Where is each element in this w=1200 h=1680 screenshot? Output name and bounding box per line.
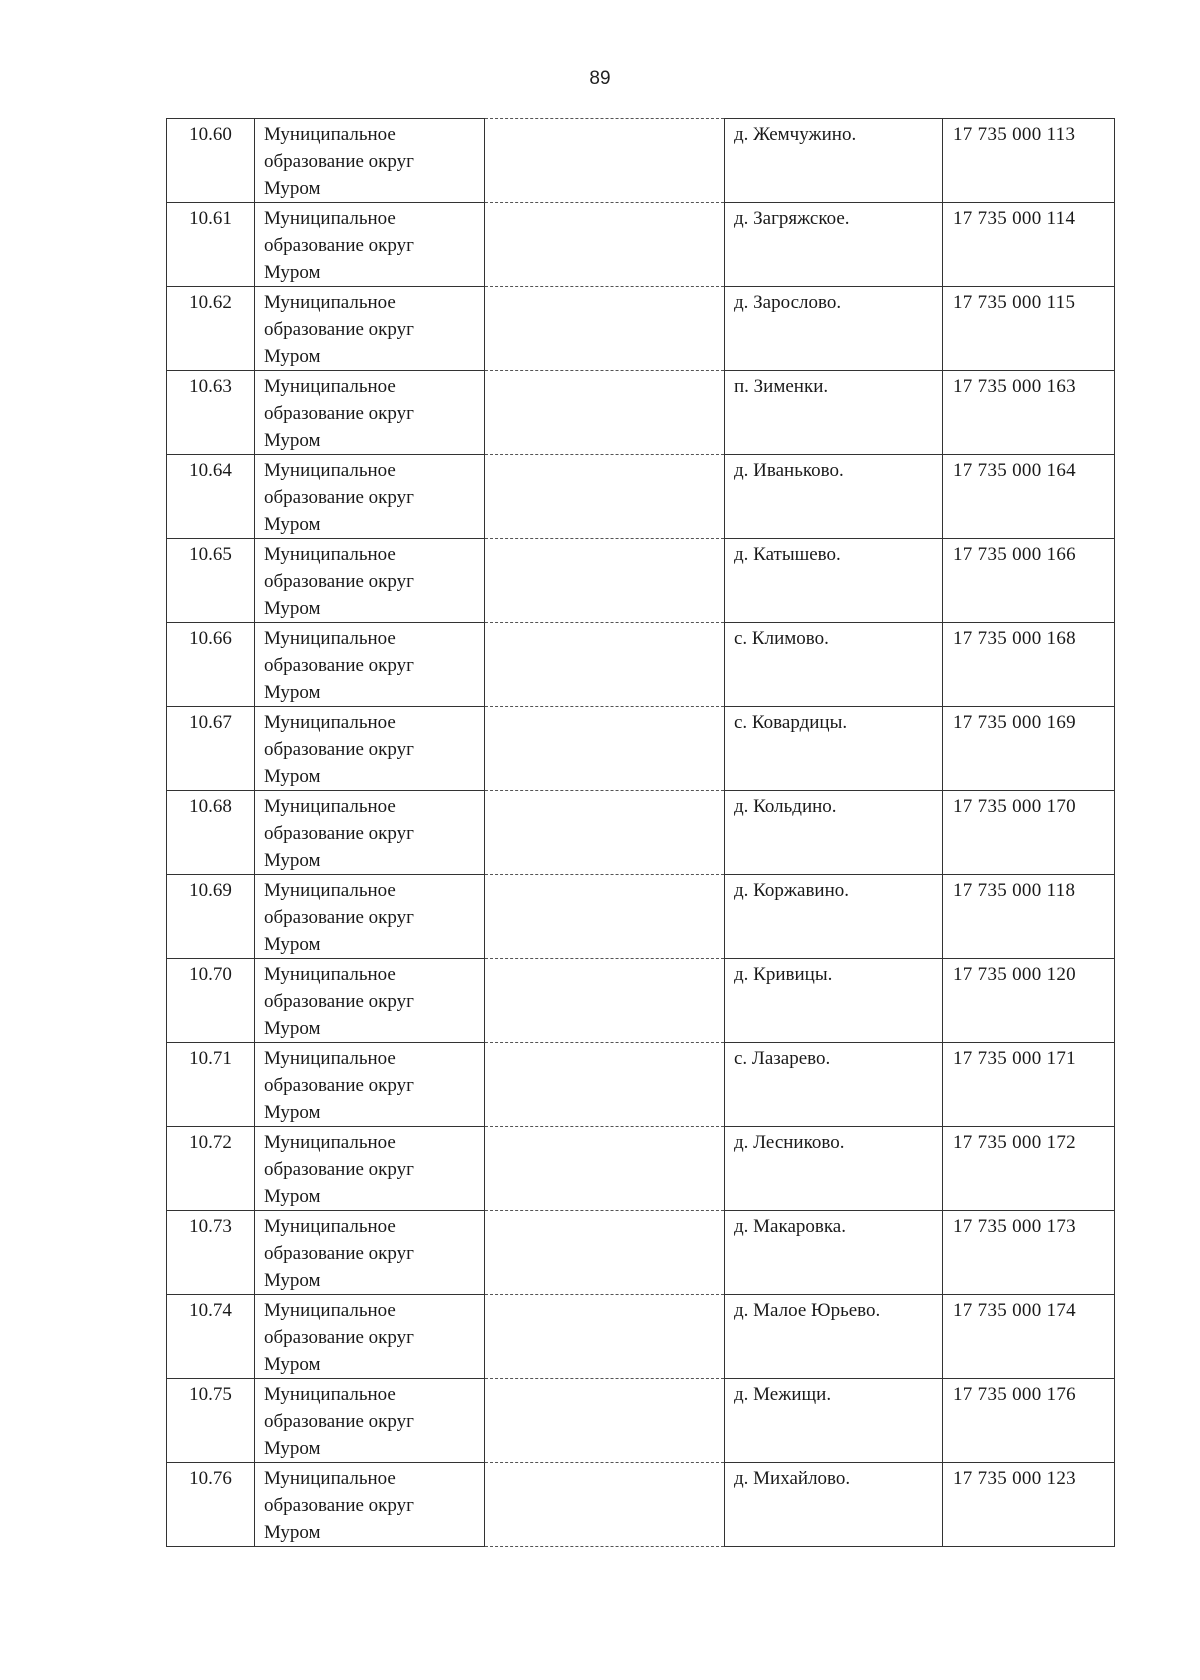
municipality-cell xyxy=(255,623,485,707)
oktmo-code-cell: 17 735 000 115 xyxy=(943,287,1115,371)
empty-cell xyxy=(485,539,725,623)
empty-cell xyxy=(485,287,725,371)
municipality-line-1: Муниципальное xyxy=(264,376,396,397)
municipality-line-2: образование округ xyxy=(264,823,414,844)
table-row xyxy=(167,1463,1115,1547)
municipality-line-1: Муниципальное xyxy=(264,796,396,817)
row-number-cell: 10.71 xyxy=(167,1043,255,1127)
row-number-cell: 10.75 xyxy=(167,1379,255,1463)
municipality-cell xyxy=(255,203,485,287)
municipality-line-2: образование округ xyxy=(264,1327,414,1348)
table-row xyxy=(167,371,1115,455)
settlement-name-cell: д. Кривицы. xyxy=(725,959,943,1043)
municipality-line-3: Муром xyxy=(264,430,321,451)
row-number-cell: 10.63 xyxy=(167,371,255,455)
oktmo-code-cell: 17 735 000 164 xyxy=(943,455,1115,539)
oktmo-code-cell: 17 735 000 123 xyxy=(943,1463,1115,1547)
municipality-line-1: Муниципальное xyxy=(264,1300,396,1321)
oktmo-code-cell: 17 735 000 118 xyxy=(943,875,1115,959)
municipality-line-1: Муниципальное xyxy=(264,1468,396,1489)
settlement-name-cell: д. Коржавино. xyxy=(725,875,943,959)
municipality-line-3: Муром xyxy=(264,1354,321,1375)
municipality-line-1: Муниципальное xyxy=(264,1384,396,1405)
empty-cell xyxy=(485,875,725,959)
municipality-line-3: Муром xyxy=(264,346,321,367)
settlement-name-cell: п. Зименки. xyxy=(725,371,943,455)
empty-cell xyxy=(485,791,725,875)
municipality-cell xyxy=(255,1043,485,1127)
settlement-name-cell: с. Климово. xyxy=(725,623,943,707)
municipality-line-3: Муром xyxy=(264,514,321,535)
oktmo-code-cell: 17 735 000 169 xyxy=(943,707,1115,791)
table-row xyxy=(167,791,1115,875)
municipality-line-3: Муром xyxy=(264,1270,321,1291)
municipality-cell xyxy=(255,119,485,203)
municipality-line-3: Муром xyxy=(264,682,321,703)
empty-cell xyxy=(485,1211,725,1295)
oktmo-code-cell: 17 735 000 113 xyxy=(943,119,1115,203)
empty-cell xyxy=(485,623,725,707)
empty-cell xyxy=(485,455,725,539)
municipality-line-3: Муром xyxy=(264,262,321,283)
municipality-line-2: образование округ xyxy=(264,571,414,592)
row-number-cell: 10.66 xyxy=(167,623,255,707)
row-number-cell: 10.64 xyxy=(167,455,255,539)
municipality-line-1: Муниципальное xyxy=(264,712,396,733)
municipality-line-1: Муниципальное xyxy=(264,124,396,145)
municipality-line-3: Муром xyxy=(264,766,321,787)
empty-cell xyxy=(485,959,725,1043)
municipality-line-1: Муниципальное xyxy=(264,1048,396,1069)
municipality-line-3: Муром xyxy=(264,1186,321,1207)
municipality-line-3: Муром xyxy=(264,1102,321,1123)
oktmo-code-cell: 17 735 000 163 xyxy=(943,371,1115,455)
settlement-name-cell: д. Михайлово. xyxy=(725,1463,943,1547)
municipality-line-2: образование округ xyxy=(264,1411,414,1432)
municipality-cell xyxy=(255,455,485,539)
row-number-cell: 10.69 xyxy=(167,875,255,959)
municipality-cell xyxy=(255,959,485,1043)
municipality-line-3: Муром xyxy=(264,1522,321,1543)
municipality-line-1: Муниципальное xyxy=(264,460,396,481)
municipality-line-1: Муниципальное xyxy=(264,1216,396,1237)
municipality-line-3: Муром xyxy=(264,178,321,199)
municipality-line-2: образование округ xyxy=(264,1495,414,1516)
settlement-name-cell: д. Межищи. xyxy=(725,1379,943,1463)
municipality-line-1: Муниципальное xyxy=(264,544,396,565)
table-row xyxy=(167,539,1115,623)
settlement-name-cell: д. Макаровка. xyxy=(725,1211,943,1295)
table-row xyxy=(167,1043,1115,1127)
municipality-line-2: образование округ xyxy=(264,1075,414,1096)
municipality-cell xyxy=(255,707,485,791)
municipality-line-2: образование округ xyxy=(264,487,414,508)
settlement-name-cell: д. Иваньково. xyxy=(725,455,943,539)
empty-cell xyxy=(485,1127,725,1211)
row-number-cell: 10.72 xyxy=(167,1127,255,1211)
row-number-cell: 10.73 xyxy=(167,1211,255,1295)
settlements-table-body xyxy=(167,119,1115,1547)
municipality-cell xyxy=(255,287,485,371)
settlement-name-cell: д. Загряжское. xyxy=(725,203,943,287)
oktmo-code-cell: 17 735 000 166 xyxy=(943,539,1115,623)
oktmo-code-cell: 17 735 000 168 xyxy=(943,623,1115,707)
municipality-line-3: Муром xyxy=(264,598,321,619)
table-row xyxy=(167,707,1115,791)
municipality-cell xyxy=(255,1295,485,1379)
settlements-table xyxy=(166,118,1115,1547)
municipality-line-2: образование округ xyxy=(264,151,414,172)
settlement-name-cell: д. Лесниково. xyxy=(725,1127,943,1211)
table-row xyxy=(167,287,1115,371)
municipality-line-3: Муром xyxy=(264,1438,321,1459)
municipality-cell xyxy=(255,1463,485,1547)
municipality-line-2: образование округ xyxy=(264,1243,414,1264)
table-row xyxy=(167,455,1115,539)
settlement-name-cell: д. Жемчужино. xyxy=(725,119,943,203)
row-number-cell: 10.62 xyxy=(167,287,255,371)
municipality-line-2: образование округ xyxy=(264,403,414,424)
municipality-cell xyxy=(255,1211,485,1295)
oktmo-code-cell: 17 735 000 176 xyxy=(943,1379,1115,1463)
municipality-line-2: образование округ xyxy=(264,991,414,1012)
page-number: 89 xyxy=(589,68,611,89)
table-row xyxy=(167,623,1115,707)
row-number-cell: 10.67 xyxy=(167,707,255,791)
municipality-line-1: Муниципальное xyxy=(264,292,396,313)
table-row xyxy=(167,1379,1115,1463)
oktmo-code-cell: 17 735 000 174 xyxy=(943,1295,1115,1379)
municipality-line-2: образование округ xyxy=(264,235,414,256)
row-number-cell: 10.65 xyxy=(167,539,255,623)
empty-cell xyxy=(485,1043,725,1127)
municipality-cell xyxy=(255,1127,485,1211)
row-number-cell: 10.61 xyxy=(167,203,255,287)
oktmo-code-cell: 17 735 000 114 xyxy=(943,203,1115,287)
empty-cell xyxy=(485,1295,725,1379)
table-row xyxy=(167,875,1115,959)
empty-cell xyxy=(485,1463,725,1547)
row-number-cell: 10.60 xyxy=(167,119,255,203)
municipality-line-1: Муниципальное xyxy=(264,208,396,229)
table-row xyxy=(167,1295,1115,1379)
oktmo-code-cell: 17 735 000 120 xyxy=(943,959,1115,1043)
table-row xyxy=(167,119,1115,203)
empty-cell xyxy=(485,371,725,455)
row-number-cell: 10.74 xyxy=(167,1295,255,1379)
municipality-line-2: образование округ xyxy=(264,739,414,760)
row-number-cell: 10.70 xyxy=(167,959,255,1043)
oktmo-code-cell: 17 735 000 172 xyxy=(943,1127,1115,1211)
row-number-cell: 10.68 xyxy=(167,791,255,875)
municipality-line-3: Муром xyxy=(264,1018,321,1039)
municipality-line-1: Муниципальное xyxy=(264,1132,396,1153)
oktmo-code-cell: 17 735 000 173 xyxy=(943,1211,1115,1295)
municipality-line-1: Муниципальное xyxy=(264,964,396,985)
municipality-cell xyxy=(255,1379,485,1463)
settlement-name-cell: с. Ковардицы. xyxy=(725,707,943,791)
empty-cell xyxy=(485,1379,725,1463)
settlement-name-cell: д. Катышево. xyxy=(725,539,943,623)
municipality-cell xyxy=(255,791,485,875)
municipality-cell xyxy=(255,539,485,623)
empty-cell xyxy=(485,707,725,791)
oktmo-code-cell: 17 735 000 171 xyxy=(943,1043,1115,1127)
oktmo-code-cell: 17 735 000 170 xyxy=(943,791,1115,875)
municipality-line-2: образование округ xyxy=(264,655,414,676)
table-row xyxy=(167,1211,1115,1295)
table-row xyxy=(167,203,1115,287)
municipality-line-3: Муром xyxy=(264,850,321,871)
municipality-line-3: Муром xyxy=(264,934,321,955)
municipality-line-2: образование округ xyxy=(264,1159,414,1180)
empty-cell xyxy=(485,203,725,287)
municipality-line-2: образование округ xyxy=(264,319,414,340)
table-row xyxy=(167,1127,1115,1211)
settlement-name-cell: д. Малое Юрьево. xyxy=(725,1295,943,1379)
settlement-name-cell: с. Лазарево. xyxy=(725,1043,943,1127)
settlement-name-cell: д. Кольдино. xyxy=(725,791,943,875)
row-number-cell: 10.76 xyxy=(167,1463,255,1547)
municipality-line-2: образование округ xyxy=(264,907,414,928)
table-row xyxy=(167,959,1115,1043)
municipality-cell xyxy=(255,875,485,959)
municipality-cell xyxy=(255,371,485,455)
settlement-name-cell: д. Зарослово. xyxy=(725,287,943,371)
municipality-line-1: Муниципальное xyxy=(264,628,396,649)
municipality-line-1: Муниципальное xyxy=(264,880,396,901)
empty-cell xyxy=(485,119,725,203)
